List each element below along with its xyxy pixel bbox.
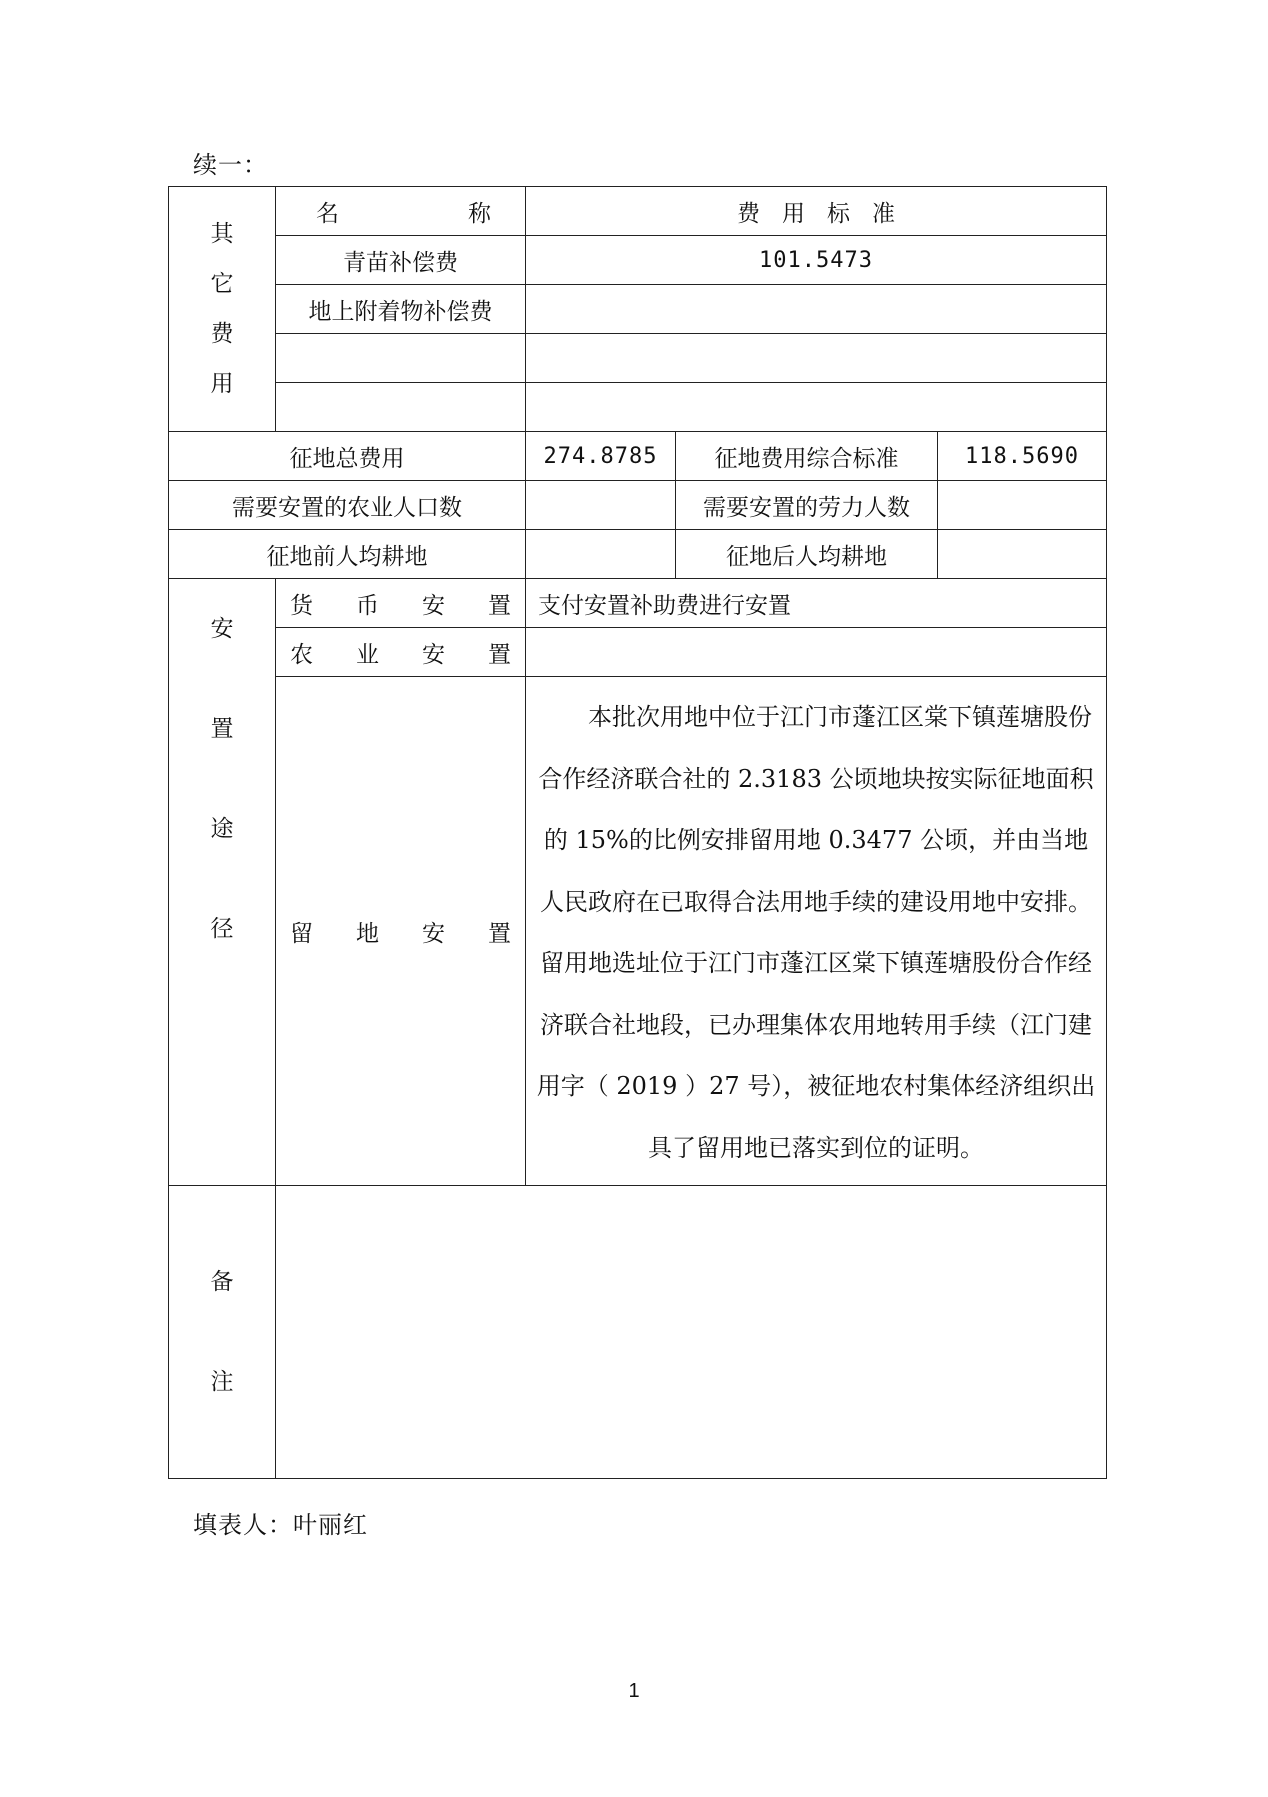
- fee-value-cell: [526, 285, 1107, 334]
- total-fee-value: 274.8785: [526, 432, 676, 481]
- standard-column-header: 费 用 标 准: [526, 187, 1107, 236]
- fee-value-cell: [526, 334, 1107, 383]
- page-number: 1: [628, 1680, 640, 1702]
- continuation-header: 续一：: [193, 151, 268, 179]
- farmland-after-label: 征地后人均耕地: [676, 530, 938, 579]
- remarks-value: [276, 1186, 1107, 1479]
- agri-population-value: [526, 481, 676, 530]
- farmland-before-value: [526, 530, 676, 579]
- monetary-resettlement-label: 货 币 安 置: [276, 579, 526, 628]
- name-column-header: 名 称: [276, 187, 526, 236]
- land-acquisition-fee-table: [168, 186, 1107, 1479]
- form-filler: 填表人：叶丽红: [193, 1511, 368, 1539]
- farmland-after-value: [938, 530, 1107, 579]
- monetary-resettlement-value: 支付安置补助费进行安置: [526, 579, 1107, 628]
- labor-count-label: 需要安置的劳力人数: [676, 481, 938, 530]
- labor-count-value: [938, 481, 1107, 530]
- reserved-land-resettlement-text: 本批次用地中位于江门市蓬江区棠下镇莲塘股份合作经济联合社的 2.3183 公顷地块按实际征地面积的 15%的比例安排留用地 0.3477 公顷，并由当地人民政府在已取得合法用地手续的建设用地中安排。留用地选址位于江门市蓬江区棠下镇莲塘股份合作经济联合社地段，已办理集体农用地转用手续（江门建用字（ 2019 ）27 号），被征地农村集体经济组织出具了留用地已落实到位的证明。: [526, 677, 1107, 1186]
- agricultural-resettlement-label: 农 业 安 置: [276, 628, 526, 677]
- fee-name-cell: [276, 383, 526, 432]
- fee-name-cell: 地上附着物补偿费: [276, 285, 526, 334]
- remarks-label: 备 注: [169, 1186, 276, 1479]
- agri-population-label: 需要安置的农业人口数: [169, 481, 526, 530]
- fee-value-cell: [526, 383, 1107, 432]
- total-fee-label: 征地总费用: [169, 432, 526, 481]
- fee-name-cell: [276, 334, 526, 383]
- comprehensive-standard-label: 征地费用综合标准: [676, 432, 938, 481]
- agricultural-resettlement-value: [526, 628, 1107, 677]
- fee-name-cell: 青苗补偿费: [276, 236, 526, 285]
- reserved-land-resettlement-label: 留 地 安 置: [276, 677, 526, 1186]
- resettlement-section-label: 安 置 途 径: [169, 579, 276, 1186]
- farmland-before-label: 征地前人均耕地: [169, 530, 526, 579]
- fee-value-cell: 101.5473: [526, 236, 1107, 285]
- other-fees-section-label: 其 它 费 用: [169, 187, 276, 432]
- comprehensive-standard-value: 118.5690: [938, 432, 1107, 481]
